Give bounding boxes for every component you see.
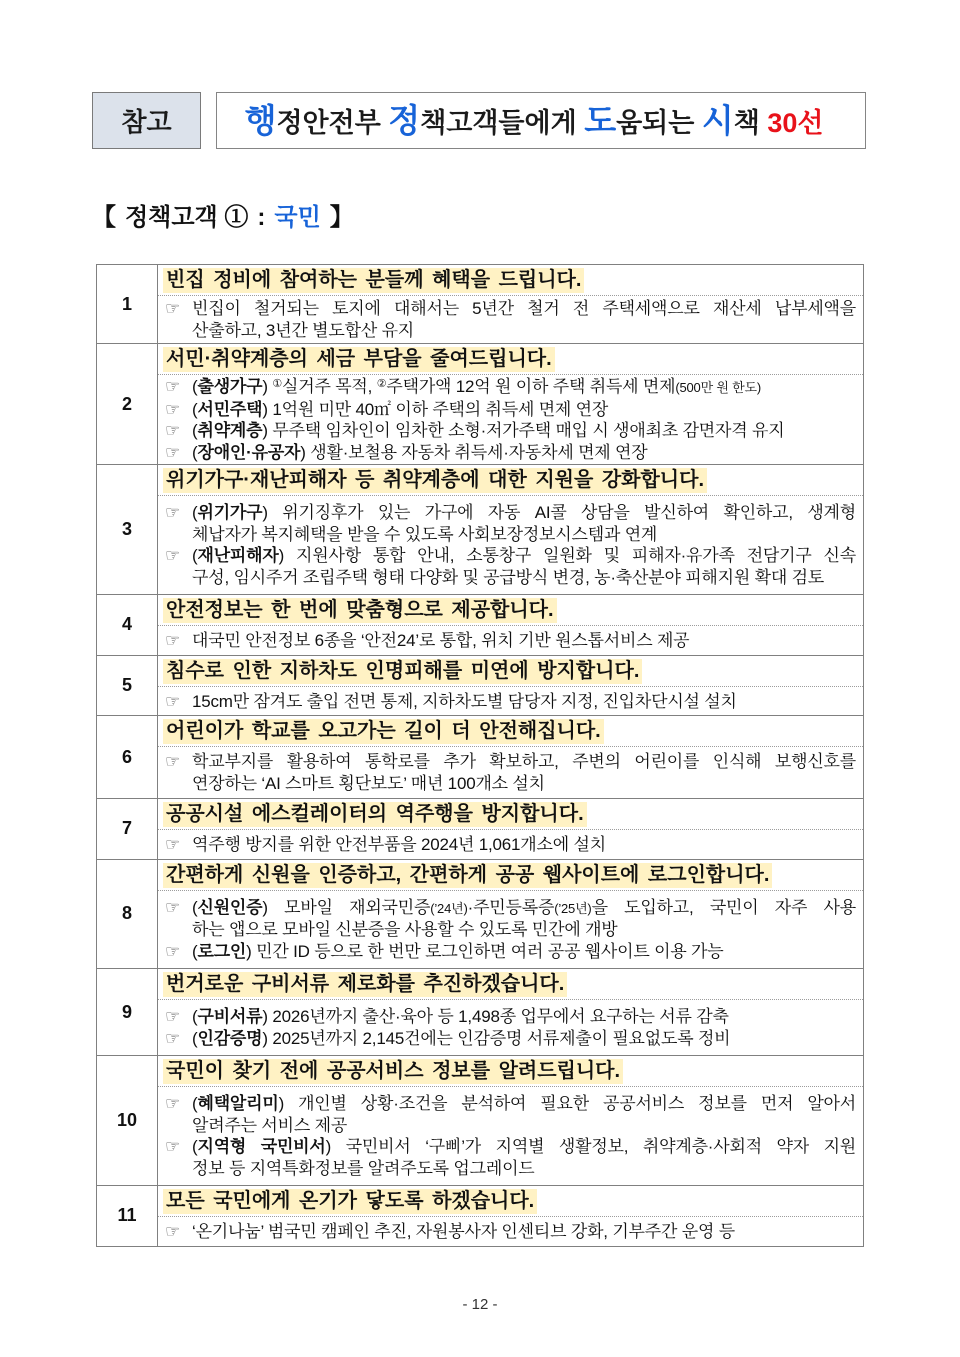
bullet-item <box>165 1221 856 1243</box>
bullet-text: ) 1억원 미만 40㎡ 이하 주택의 취득세 면제 연장 <box>262 399 609 419</box>
bullet-lines <box>192 1006 856 1028</box>
bullet-label: 구비서류 <box>197 1007 263 1026</box>
bullet-lines <box>192 941 856 963</box>
row-title-text: 번거로운 구비서류 제로화를 추진하겠습니다. <box>163 972 567 997</box>
bullet-item <box>165 1093 856 1136</box>
bullet-text: 대국민 안전정보 6종을 ‘안전24’로 통합, 위치 기반 원스톱서비스 제공 <box>192 631 690 650</box>
bullet-text: 체납자가 복지혜택을 받을 수 있도록 사회보장정보시스템과 연계 <box>192 524 658 544</box>
bullet-lines <box>192 1093 856 1136</box>
bullet-label: 인감증명 <box>197 1028 263 1048</box>
row-title <box>158 799 863 830</box>
page-number: - 12 - <box>462 1296 498 1313</box>
bullet-line <box>192 691 856 713</box>
bullet-label: 재난피해자 <box>197 546 279 565</box>
bullet-text: ( <box>192 399 198 419</box>
row-title <box>158 716 863 747</box>
title-text: 정안전부 <box>276 108 389 138</box>
bullet-text: ) 2026년까지 출산·육아 등 1,498종 업무에서 요구하는 서류 감축 <box>262 1007 729 1026</box>
row-content <box>158 265 864 344</box>
bullet-text: ( <box>192 1007 198 1026</box>
row-number: 1 <box>97 265 158 344</box>
bullet-list <box>158 296 863 343</box>
bullet-text: 역주행 방지를 위한 안전부품을 2024년 1,061개소에 설치 <box>192 835 606 854</box>
section-heading <box>92 202 354 234</box>
bullet-item <box>165 420 856 442</box>
bullet-label: 서민주택 <box>197 399 263 419</box>
bullet-item <box>165 1136 856 1179</box>
policy-row <box>97 799 864 860</box>
bullet-line <box>192 298 856 320</box>
bullet-line <box>192 376 856 399</box>
bullet-line <box>192 1006 856 1028</box>
row-title-text: 서민·취약계층의 세금 부담을 줄여드립니다. <box>163 347 555 372</box>
bullet-text: ( <box>192 1137 198 1156</box>
bullet-line <box>192 567 856 589</box>
row-content <box>158 1056 864 1186</box>
bullet-label: 출생가구 <box>197 377 263 396</box>
bullet-item <box>165 751 856 794</box>
row-title-text: 국민이 찾기 전에 공공서비스 정보를 알려드립니다. <box>163 1059 623 1084</box>
title-emphasis-letter: 도 <box>584 102 617 139</box>
bullet-list <box>158 687 863 716</box>
title-emphasis-letter: 정 <box>388 102 421 139</box>
bullet-text: ( <box>192 897 198 917</box>
bullet-text: 주택가액 12억 원 이하 주택 취득세 면제 <box>386 377 676 396</box>
bullet-text: ) 국민비서 ‘구삐’가 지역별 생활정보, 취약계층·사회적 약자 지원 <box>325 1137 857 1156</box>
bullet-label: 취약계층 <box>197 421 263 440</box>
bullet-text: 하는 앱으로 모바일 신분증을 사용할 수 있도록 민간에 개방 <box>192 920 618 939</box>
policy-row <box>97 1056 864 1186</box>
policy-row <box>97 465 864 595</box>
bullet-text: 학교부지를 활용하여 통학로를 추가 확보하고, 주변의 어린이를 인식해 보행신호를 <box>192 752 856 771</box>
bullet-line <box>192 320 856 342</box>
bullet-text: 연장하는 ‘AI 스마트 횡단보도’ 매년 100개소 설치 <box>192 773 545 793</box>
bullet-text: ( <box>192 503 198 522</box>
bullet-label: 신원인증 <box>197 897 263 917</box>
bullet-text: ) <box>262 377 273 396</box>
row-title <box>158 344 863 375</box>
pointing-hand-icon: ☞ <box>165 299 181 318</box>
bullet-line <box>192 1028 856 1050</box>
bullet-text: ( <box>192 377 198 396</box>
row-number: 10 <box>97 1056 158 1186</box>
row-number: 11 <box>97 1186 158 1247</box>
bullet-item <box>165 941 856 963</box>
bullet-text: ‘온기나눔’ 범국민 캠페인 추진, 자원봉사자 인센티브 강화, 기부주간 운영 등 <box>192 1222 735 1241</box>
bullet-list <box>158 375 863 464</box>
bullet-text: ) 모바일 재외국민증 <box>262 897 431 917</box>
row-title-text: 빈집 정비에 참여하는 분들께 혜택을 드립니다. <box>163 268 584 293</box>
pointing-hand-icon: ☞ <box>165 377 181 396</box>
pointing-hand-icon: ☞ <box>165 752 181 771</box>
bullet-text: ) 지원사항 통합 안내, 소통창구 일원화 및 피해자·유가족 전담기구 신속 <box>278 546 856 565</box>
policy-table <box>96 264 864 1247</box>
title-emphasis-letter: 시 <box>701 102 734 139</box>
row-title <box>158 265 863 296</box>
bullet-lines <box>192 502 856 545</box>
bullet-lines <box>192 420 856 442</box>
circled-number: ② <box>376 378 387 390</box>
row-title-text: 모든 국민에게 온기가 닿도록 하겠습니다. <box>163 1189 537 1214</box>
document-title <box>245 104 824 137</box>
pointing-hand-icon: ☞ <box>165 421 181 440</box>
row-title <box>158 1186 863 1217</box>
bullet-lines <box>192 897 856 941</box>
row-content <box>158 655 864 716</box>
policy-row <box>97 1186 864 1247</box>
bullet-text: ( <box>192 421 198 440</box>
bullet-lines <box>192 545 856 588</box>
row-number: 5 <box>97 655 158 716</box>
bullet-lines <box>192 630 856 652</box>
bullet-line <box>192 897 856 920</box>
section-label: 정책고객 ① <box>125 204 249 231</box>
pointing-hand-icon: ☞ <box>165 399 181 419</box>
bullet-label: 위기가구 <box>197 503 263 522</box>
bullet-list <box>158 1087 863 1185</box>
bullet-text: 빈집이 철거되는 토지에 대해서는 5년간 철거 전 주택세액으로 재산세 납부세액을 <box>192 299 856 318</box>
policy-table-body <box>97 265 864 1247</box>
row-title-text: 공공시설 에스컬레이터의 역주행을 방지합니다. <box>163 802 587 827</box>
bullet-item <box>165 1006 856 1028</box>
bullet-lines <box>192 442 856 464</box>
policy-row <box>97 716 864 799</box>
bullet-lines <box>192 376 856 399</box>
policy-row <box>97 859 864 969</box>
bullet-lines <box>192 1221 856 1243</box>
pointing-hand-icon: ☞ <box>165 503 181 522</box>
bullet-line <box>192 1221 856 1243</box>
bullet-text: ( <box>192 1094 198 1113</box>
pointing-hand-icon: ☞ <box>165 835 181 854</box>
bullet-label: 로그인 <box>197 941 247 961</box>
title-text: 책고객들에게 <box>420 108 585 138</box>
pointing-hand-icon: ☞ <box>165 442 181 462</box>
bullet-lines <box>192 399 856 421</box>
reference-tag-box <box>92 92 201 149</box>
bullet-text: ·주민등록증 <box>467 897 555 917</box>
bullet-text: ) 생활·보철용 자동차 취득세·자동차세 면제 연장 <box>300 442 648 462</box>
bullet-lines <box>192 1028 856 1050</box>
bullet-line <box>192 941 856 963</box>
bullet-text: ( <box>192 1028 198 1048</box>
policy-row <box>97 655 864 716</box>
row-content <box>158 799 864 860</box>
bullet-text: ( <box>192 546 198 565</box>
bullet-list <box>158 891 863 969</box>
bullet-lines <box>192 751 856 794</box>
row-number: 4 <box>97 595 158 656</box>
bullet-line <box>192 1158 856 1180</box>
section-open-bracket: 【 <box>92 204 116 231</box>
bullet-line <box>192 545 856 567</box>
bullet-text: ) 민간 ID 등으로 한 번만 로그인하면 여러 공공 웹사이트 이용 가능 <box>246 941 724 961</box>
row-title <box>158 656 863 687</box>
bullet-line <box>192 1136 856 1158</box>
bullet-item <box>165 1028 856 1050</box>
bullet-list <box>158 1217 863 1246</box>
bullet-lines <box>192 691 856 713</box>
title-text: 움되는 <box>616 108 702 138</box>
bullet-text: 구성, 임시주거 조립주택 형태 다양화 및 공급방식 변경, 농·축산분야 피해지원 확대 검토 <box>192 567 825 587</box>
small-note: (’25년) <box>554 900 592 916</box>
bullet-lines <box>192 834 856 856</box>
pointing-hand-icon: ☞ <box>165 691 181 711</box>
row-number: 2 <box>97 344 158 465</box>
row-number: 6 <box>97 716 158 799</box>
bullet-text: 15cm만 잠겨도 출입 전면 통제, 지하차도별 담당자 지정, 진입차단시설 설치 <box>192 691 737 711</box>
row-title-text: 어린이가 학교를 오고가는 길이 더 안전해집니다. <box>163 719 604 744</box>
pointing-hand-icon: ☞ <box>165 631 181 650</box>
bullet-line <box>192 524 856 546</box>
pointing-hand-icon: ☞ <box>165 941 181 961</box>
section-target: 국민 <box>274 204 321 231</box>
bullet-text: ) 2025년까지 2,145건에는 인감증명 서류제출이 필요없도록 정비 <box>262 1028 731 1048</box>
bullet-line <box>192 1115 856 1137</box>
bullet-item <box>165 399 856 421</box>
title-text: 책 <box>733 108 768 138</box>
small-note: (’24년) <box>430 900 468 916</box>
section-close-bracket: 】 <box>329 204 354 231</box>
bullet-text: 정보 등 지역특화정보를 알려주도록 업그레이드 <box>192 1158 535 1178</box>
row-content <box>158 716 864 799</box>
circled-number: ① <box>272 378 283 390</box>
pointing-hand-icon: ☞ <box>165 546 181 565</box>
bullet-text: ) 위기징후가 있는 가구에 자동 AI콜 상담을 발신하여 확인하고, 생계형 <box>262 503 856 522</box>
bullet-line <box>192 630 856 652</box>
bullet-text: 알려주는 서비스 제공 <box>192 1115 348 1135</box>
bullet-list <box>158 747 863 798</box>
row-content <box>158 595 864 656</box>
bullet-text: ( <box>192 941 198 961</box>
bullet-label: 장애인·유공자 <box>197 442 301 462</box>
bullet-text: ) 개인별 상황·조건을 분석하여 필요한 공공서비스 정보를 먼저 알아서 <box>278 1094 856 1113</box>
bullet-list <box>158 830 863 859</box>
small-note: (500만 원 한도) <box>675 380 761 395</box>
bullet-item <box>165 502 856 545</box>
bullet-item <box>165 545 856 588</box>
row-content <box>158 465 864 595</box>
row-title-text: 침수로 인한 지하차도 인명피해를 미연에 방지합니다. <box>163 659 642 684</box>
bullet-line <box>192 502 856 524</box>
document-title-box <box>216 92 866 149</box>
row-content <box>158 859 864 969</box>
row-content <box>158 344 864 465</box>
title-emphasis-letter: 행 <box>244 102 277 139</box>
row-title <box>158 465 863 496</box>
pointing-hand-icon: ☞ <box>165 1222 181 1241</box>
row-title-text: 간편하게 신원을 인증하고, 간편하게 공공 웹사이트에 로그인합니다. <box>163 863 772 888</box>
row-content <box>158 1186 864 1247</box>
bullet-item <box>165 376 856 399</box>
pointing-hand-icon: ☞ <box>165 1094 181 1113</box>
bullet-item <box>165 298 856 341</box>
bullet-list <box>158 1000 863 1055</box>
bullet-label: 지역형 국민비서 <box>197 1137 326 1156</box>
bullet-text: 산출하고, 3년간 별도합산 유지 <box>192 320 415 340</box>
bullet-line <box>192 420 856 442</box>
row-number: 3 <box>97 465 158 595</box>
row-number: 7 <box>97 799 158 860</box>
row-content <box>158 969 864 1056</box>
bullet-item <box>165 834 856 856</box>
bullet-line <box>192 399 856 421</box>
bullet-item <box>165 691 856 713</box>
bullet-item <box>165 630 856 652</box>
bullet-label: 혜택알리미 <box>197 1094 279 1113</box>
bullet-list <box>158 496 863 594</box>
section-separator: : <box>257 204 266 231</box>
row-title-text: 위기가구·재난피해자 등 취약계층에 대한 지원을 강화합니다. <box>163 468 707 493</box>
pointing-hand-icon: ☞ <box>165 1007 181 1026</box>
bullet-text: ( <box>192 442 198 462</box>
row-number: 8 <box>97 859 158 969</box>
bullet-line <box>192 1093 856 1115</box>
row-title-text: 안전정보는 한 번에 맞춤형으로 제공합니다. <box>163 598 557 623</box>
bullet-lines <box>192 298 856 341</box>
policy-row <box>97 595 864 656</box>
row-number: 9 <box>97 969 158 1056</box>
bullet-item <box>165 442 856 464</box>
row-title <box>158 595 863 626</box>
bullet-line <box>192 834 856 856</box>
row-title <box>158 969 863 1000</box>
pointing-hand-icon: ☞ <box>165 897 181 917</box>
bullet-line <box>192 442 856 464</box>
row-title <box>158 860 863 891</box>
bullet-list <box>158 626 863 655</box>
bullet-line <box>192 919 856 941</box>
bullet-item <box>165 897 856 941</box>
bullet-line <box>192 773 856 795</box>
bullet-text: 실거주 목적, <box>282 377 377 396</box>
bullet-lines <box>192 1136 856 1179</box>
pointing-hand-icon: ☞ <box>165 1028 181 1048</box>
policy-row <box>97 969 864 1056</box>
bullet-text: 을 도입하고, 국민이 자주 사용 <box>591 897 856 917</box>
bullet-line <box>192 751 856 773</box>
title-count: 30선 <box>767 108 824 138</box>
policy-row <box>97 265 864 344</box>
policy-row <box>97 344 864 465</box>
pointing-hand-icon: ☞ <box>165 1137 181 1156</box>
row-title <box>158 1056 863 1087</box>
reference-tag-label: 참고 <box>121 107 172 137</box>
bullet-text: ) 무주택 임차인이 임차한 소형·저가주택 매입 시 생애최초 감면자격 유지 <box>262 421 785 440</box>
